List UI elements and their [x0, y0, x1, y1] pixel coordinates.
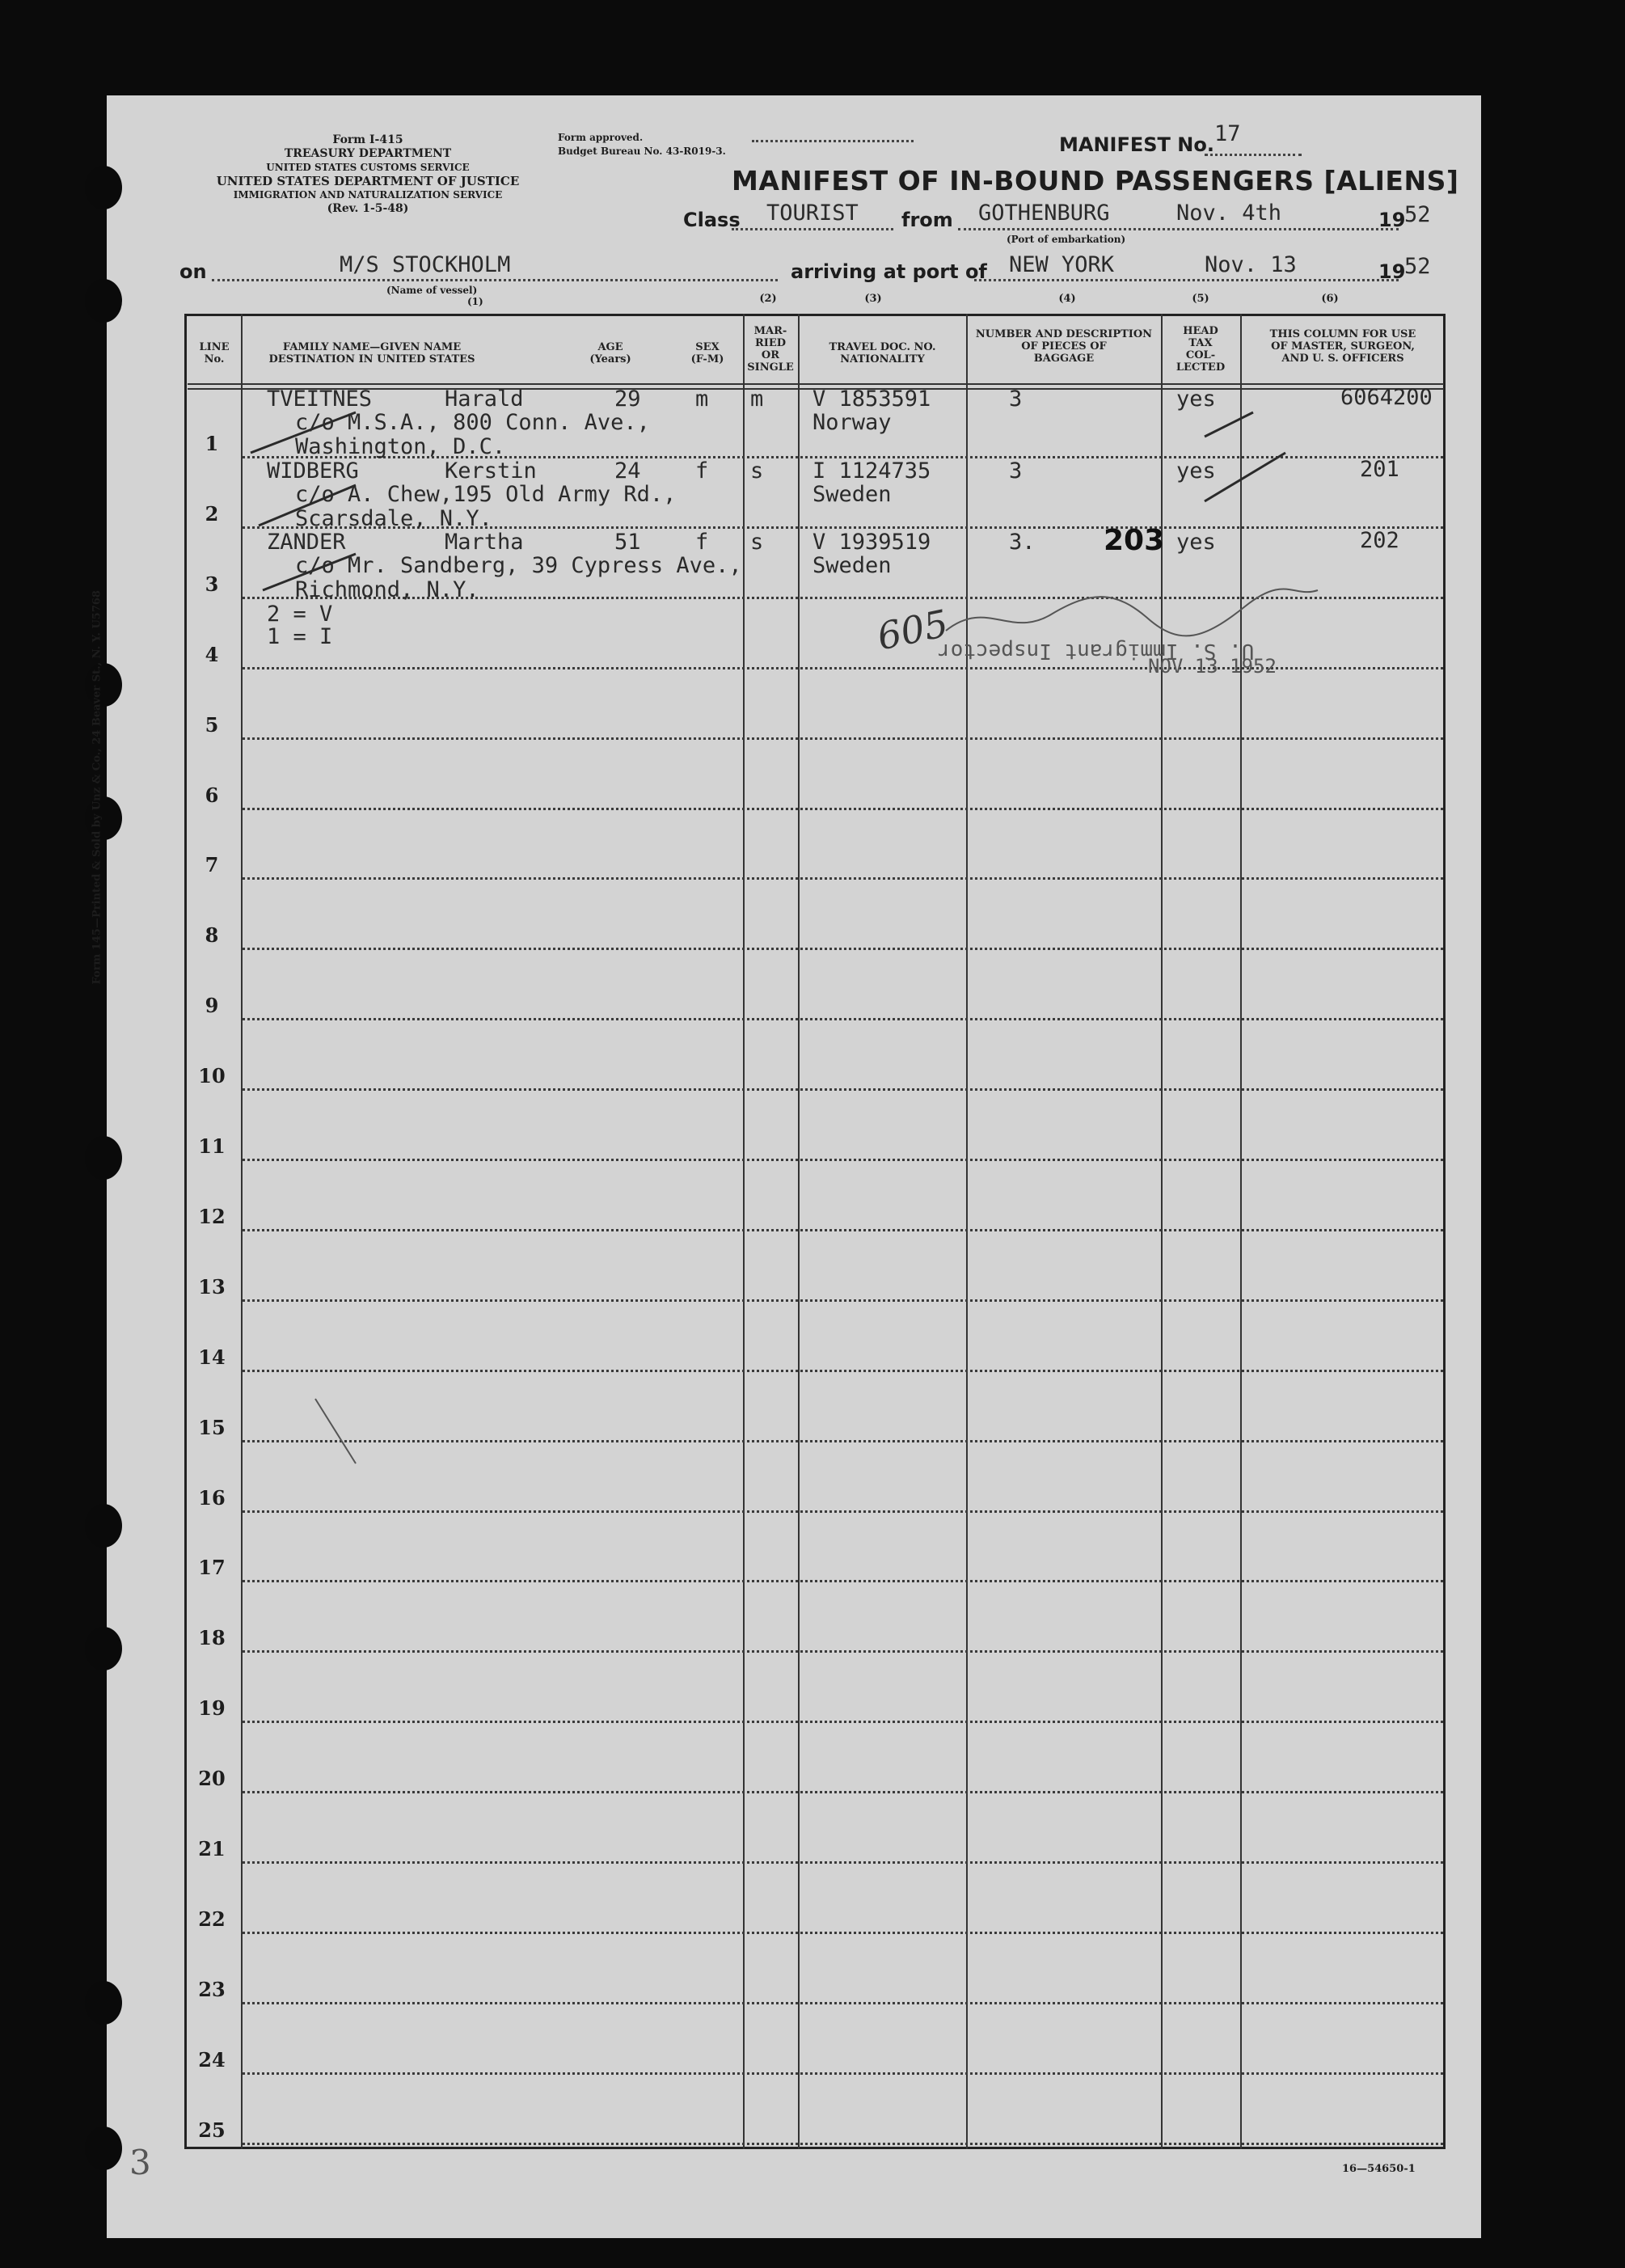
port-embark-caption: (Port of embarkation): [1007, 234, 1126, 245]
line-number: 6: [205, 783, 219, 807]
passenger-given-name: Harald: [445, 386, 524, 412]
from-value: GOTHENBURG: [978, 201, 1110, 226]
corner-mark: 3: [129, 2143, 151, 2182]
stamp-number: 203: [1104, 524, 1165, 557]
budget-dots: [752, 140, 914, 142]
row-rule: [243, 1510, 1443, 1513]
row-rule: [243, 2002, 1443, 2004]
row-rule: [243, 948, 1443, 950]
passenger-family-name: ZANDER: [267, 530, 346, 555]
passenger-given-name: Martha: [445, 530, 524, 555]
row-rule: [243, 1299, 1443, 1302]
arrival-dots: [974, 279, 1399, 281]
passenger-family-name: WIDBERG: [267, 458, 359, 484]
line-number: 19: [198, 1696, 226, 1721]
col-baggage-header: NUMBER AND DESCRIPTION OF PIECES OF BAGGAGE: [975, 328, 1153, 365]
passenger-married: s: [750, 458, 764, 484]
passenger-address-2: Richmond, N.Y.: [295, 577, 479, 602]
punch-hole: [85, 1136, 122, 1180]
ins-service: IMMIGRATION AND NATURALIZATION SERVICE: [233, 189, 503, 201]
row-rule: [243, 2072, 1443, 2075]
colnum-3: (3): [864, 293, 882, 305]
passenger-age: 24: [614, 458, 641, 484]
budget-bureau: Budget Bureau No. 43-R019-3.: [558, 146, 726, 157]
passenger-address-1: c/o A. Chew,195 Old Army Rd.,: [295, 482, 677, 507]
line-number: 12: [198, 1204, 226, 1228]
passenger-nationality: Norway: [812, 410, 892, 435]
colnum-5: (5): [1192, 293, 1209, 305]
passenger-married: m: [750, 386, 764, 412]
col-line-header: LINE No.: [199, 341, 230, 365]
line-number: 21: [198, 1837, 226, 1860]
punch-hole: [85, 1627, 122, 1670]
line-number: 13: [198, 1274, 226, 1299]
class-value: TOURIST: [766, 201, 859, 226]
col-divider: [743, 314, 745, 2149]
tally-line: 2 = V: [267, 602, 333, 627]
arrival-year-prefix: 19: [1378, 260, 1406, 283]
line-number: 22: [198, 1907, 226, 1931]
arriving-label: arriving at port of: [791, 260, 987, 283]
manifest-no-label: MANIFEST No.: [1059, 133, 1214, 156]
line-number: 5: [205, 712, 219, 737]
col-officers-header: THIS COLUMN FOR USE OF MASTER, SURGEON, AND U. S. OFFICERS: [1269, 328, 1416, 365]
form-approved: Form approved.: [558, 132, 644, 143]
vessel-dots: [212, 279, 778, 281]
tax-check-marks: [1197, 404, 1294, 566]
row-rule: [243, 1159, 1443, 1161]
passenger-doc: V 1939519: [812, 530, 931, 555]
page-title: MANIFEST OF IN-BOUND PASSENGERS [ALIENS]: [732, 165, 1459, 196]
passenger-address-2: Washington, D.C.: [295, 434, 506, 459]
check-marks: [234, 396, 639, 606]
on-label: on: [179, 260, 207, 283]
line-number: 8: [205, 923, 219, 948]
customs-service: UNITED STATES CUSTOMS SERVICE: [266, 162, 470, 173]
passenger-nationality: Sweden: [812, 553, 892, 578]
line-number: 11: [198, 1134, 226, 1158]
class-label: Class: [683, 209, 741, 231]
line-number: 23: [198, 1977, 226, 2001]
printer-side-text: Form 145—Printed & Sold by Unz & Co., 24 Beaver St., N. Y. U5768: [91, 590, 103, 985]
line-number: 4: [205, 642, 219, 666]
vessel-name: M/S STOCKHOLM: [340, 252, 511, 277]
passenger-address-1: c/o M.S.A., 800 Conn. Ave.,: [295, 410, 650, 435]
depart-year: 52: [1404, 202, 1431, 227]
passenger-sex: f: [695, 458, 709, 484]
passenger-baggage: 3: [1009, 458, 1023, 484]
manifest-no-dots: [1205, 154, 1302, 156]
colnum-2: (2): [759, 293, 777, 305]
form-number: Form I-415: [332, 133, 403, 146]
line-number: 14: [198, 1345, 226, 1369]
passenger-officer-mark: 202: [1360, 528, 1399, 553]
line-number: 17: [198, 1556, 226, 1580]
line-number: 7: [205, 853, 219, 877]
passenger-married: s: [750, 530, 764, 555]
row-rule: [243, 1018, 1443, 1020]
line-number: 9: [205, 994, 219, 1018]
depart-year-prefix: 19: [1378, 209, 1406, 231]
arrival-year: 52: [1404, 254, 1431, 279]
row-rule: [243, 1721, 1443, 1723]
row-rule: [243, 1229, 1443, 1231]
arrival-port: NEW YORK: [1009, 252, 1115, 277]
stray-mark: [307, 1391, 388, 1480]
col-married-header: MAR- RIED OR SINGLE: [747, 325, 794, 374]
punch-hole: [85, 279, 122, 323]
row-rule: [243, 808, 1443, 810]
passenger-tax: yes: [1176, 386, 1216, 412]
passenger-address-2: Scarsdale, N.Y.: [295, 506, 492, 531]
arrival-date: Nov. 13: [1205, 252, 1297, 277]
punch-hole: [85, 1504, 122, 1548]
row-rule: [243, 1650, 1443, 1653]
passenger-officer-mark: 201: [1360, 457, 1399, 482]
vessel-caption: (Name of vessel): [386, 285, 478, 296]
col-name-header: FAMILY NAME—GIVEN NAME DESTINATION IN UNITED STATES: [268, 341, 475, 365]
signature: [938, 582, 1326, 655]
header-rule: [188, 383, 1444, 385]
line-number: 24: [198, 2047, 226, 2072]
footer-code: 16—54650-1: [1342, 2163, 1416, 2175]
from-dots: [958, 228, 1399, 230]
row-rule: [243, 1440, 1443, 1442]
col-age-header: AGE (Years): [589, 341, 631, 365]
row-rule: [243, 1932, 1443, 1934]
row-rule: [243, 1088, 1443, 1091]
inspector-stamp: U. S. Immigrant Inspector: [938, 639, 1255, 663]
passenger-baggage: 3.: [1009, 530, 1036, 555]
passenger-tax: yes: [1176, 530, 1216, 555]
manifest-no-value: 17: [1214, 121, 1241, 146]
punch-hole: [85, 2127, 122, 2170]
colnum-4: (4): [1058, 293, 1076, 305]
line-number: 3: [205, 572, 219, 596]
colnum-6: (6): [1321, 293, 1339, 305]
row-rule: [243, 2143, 1443, 2145]
passenger-doc: I 1124735: [812, 458, 931, 484]
row-rule: [243, 1791, 1443, 1793]
line-number: 25: [198, 2118, 226, 2142]
passenger-baggage: 3: [1009, 386, 1023, 412]
line-number: 16: [198, 1485, 226, 1510]
passenger-sex: m: [695, 386, 709, 412]
passenger-sex: f: [695, 530, 709, 555]
form-header-block: [166, 133, 570, 216]
col-divider: [798, 314, 800, 2149]
passenger-nationality: Sweden: [812, 482, 892, 507]
row-rule: [243, 877, 1443, 880]
class-dots: [732, 228, 893, 230]
treasury-dept: TREASURY DEPARTMENT: [284, 147, 452, 160]
col-travel-header: TRAVEL DOC. NO. NATIONALITY: [829, 341, 936, 365]
col-tax-header: HEAD TAX COL- LECTED: [1175, 325, 1226, 374]
depart-date: Nov. 4th: [1176, 201, 1282, 226]
row-rule: [243, 1580, 1443, 1582]
passenger-family-name: TVEITNES: [267, 386, 373, 412]
line-number: 18: [198, 1626, 226, 1650]
passenger-officer-mark: 6064200: [1340, 385, 1433, 410]
punch-hole: [85, 1981, 122, 2025]
justice-dept: UNITED STATES DEPARTMENT OF JUSTICE: [216, 174, 520, 188]
row-rule: [243, 1370, 1443, 1372]
passenger-age: 29: [614, 386, 641, 412]
passenger-age: 51: [614, 530, 641, 555]
line-number: 15: [198, 1415, 226, 1439]
col-sex-header: SEX (F-M): [690, 341, 724, 365]
passenger-doc: V 1853591: [812, 386, 931, 412]
handwritten-initials: 605: [873, 601, 952, 659]
punch-hole: [85, 166, 122, 209]
line-number: 20: [198, 1767, 226, 1791]
line-number: 2: [205, 501, 219, 526]
tally-line: 1 = I: [267, 624, 333, 649]
revision: (Rev. 1-5-48): [327, 202, 409, 215]
from-label: from: [901, 209, 953, 231]
passenger-given-name: Kerstin: [445, 458, 537, 484]
vessel-colnum: (1): [467, 296, 483, 307]
line-number: 1: [205, 432, 219, 455]
stamp-date: NOV 13 1952: [1148, 655, 1277, 678]
passenger-tax: yes: [1176, 458, 1216, 484]
row-rule: [243, 737, 1443, 740]
row-rule: [243, 1861, 1443, 1864]
line-number: 10: [198, 1064, 226, 1088]
passenger-address-1: c/o Mr. Sandberg, 39 Cypress Ave.,: [295, 553, 742, 578]
